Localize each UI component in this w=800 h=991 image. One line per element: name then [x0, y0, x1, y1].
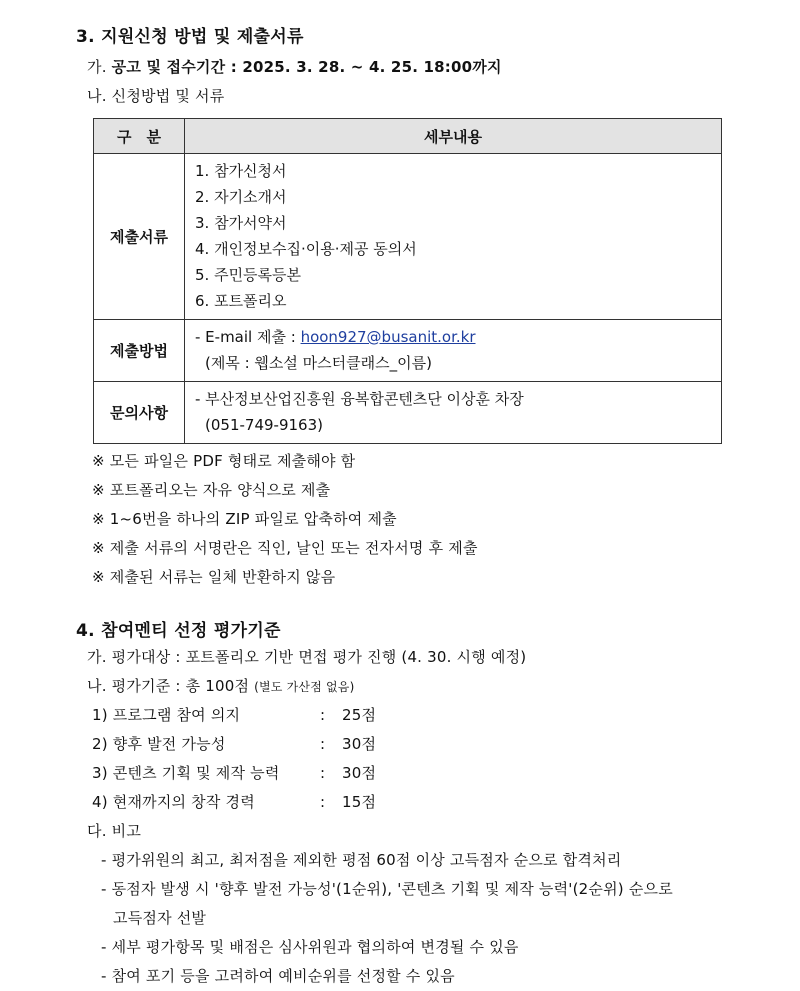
email-prefix: - E-mail 제출 :	[195, 328, 301, 346]
criterion-colon: :	[320, 764, 326, 782]
table-row	[94, 382, 722, 444]
criterion-label: 3) 콘텐츠 기획 및 제작 능력	[92, 764, 280, 782]
remark: - 참여 포기 등을 고려하여 예비순위를 선정할 수 있음	[101, 967, 455, 985]
application-period	[87, 56, 502, 77]
email-subject-line: (제목 : 웹소설 마스터클래스_이름)	[205, 354, 432, 372]
email-line	[195, 324, 721, 350]
criteria-total: 나. 평가기준 : 총 100점	[87, 677, 250, 695]
criterion-colon: :	[320, 793, 326, 811]
document-item: 5. 주민등록등본	[195, 266, 302, 284]
inquiry-details	[185, 382, 722, 444]
criterion-row	[92, 791, 376, 812]
document-item: 3. 참가서약서	[195, 214, 287, 232]
criterion-score: 30점	[342, 735, 377, 753]
criterion-colon: :	[320, 706, 326, 724]
row-label-inquiry: 문의사항	[94, 382, 185, 444]
criterion-row	[92, 733, 376, 754]
documents-list	[185, 154, 722, 320]
remark: - 동점자 발생 시 '향후 발전 가능성'(1순위), '콘텐츠 기획 및 제작 능력'(2순위) 순으로	[101, 880, 673, 898]
contact-phone: (051-749-9163)	[205, 416, 323, 434]
header-category: 구 분	[94, 119, 185, 154]
note: ※ 포트폴리오는 자유 양식으로 제출	[92, 481, 331, 499]
contact-line: - 부산정보산업진흥원 융복합콘텐츠단 이상훈 차장	[195, 390, 524, 408]
criterion-row	[92, 704, 376, 725]
document-item: 6. 포트폴리오	[195, 292, 287, 310]
note: ※ 제출 서류의 서명란은 직인, 날인 또는 전자서명 후 제출	[92, 539, 478, 557]
note: ※ 1~6번을 하나의 ZIP 파일로 압축하여 제출	[92, 510, 397, 528]
application-method-heading: 나. 신청방법 및 서류	[87, 87, 225, 105]
evaluation-criteria-heading	[87, 675, 354, 696]
row-label-method: 제출방법	[94, 320, 185, 382]
table-header-row	[94, 119, 722, 154]
row-label-documents: 제출서류	[94, 154, 185, 320]
section3-title: 3. 지원신청 방법 및 제출서류	[76, 27, 304, 47]
criterion-score: 30점	[342, 764, 377, 782]
document-item: 2. 자기소개서	[195, 188, 287, 206]
criterion-score: 15점	[342, 793, 377, 811]
email-link[interactable]: hoon927@busanit.or.kr	[300, 328, 476, 346]
evaluation-target: 가. 평가대상 : 포트폴리오 기반 면접 평가 진행 (4. 30. 시행 예정)	[87, 648, 527, 666]
remark-continuation: 고득점자 선발	[113, 909, 207, 927]
note: ※ 제출된 서류는 일체 반환하지 않음	[92, 568, 336, 586]
submission-table	[93, 118, 722, 444]
note: ※ 모든 파일은 PDF 형태로 제출해야 함	[92, 452, 356, 470]
remark: - 평가위원의 최고, 최저점을 제외한 평점 60점 이상 고득점자 순으로 합격처리	[101, 851, 622, 869]
document-item: 4. 개인정보수집·이용·제공 동의서	[195, 240, 417, 258]
method-details	[185, 320, 722, 382]
document-item: 1. 참가신청서	[195, 162, 287, 180]
criterion-label: 1) 프로그램 참여 의지	[92, 706, 241, 724]
remark: - 세부 평가항목 및 배점은 심사위원과 협의하여 변경될 수 있음	[101, 938, 519, 956]
criterion-colon: :	[320, 735, 326, 753]
criterion-label: 2) 향후 발전 가능성	[92, 735, 226, 753]
criterion-score: 25점	[342, 706, 377, 724]
section4-title: 4. 참여멘티 선정 평가기준	[76, 621, 281, 641]
application-period-text: 공고 및 접수기간 : 2025. 3. 28. ~ 4. 25. 18:00까지	[111, 58, 502, 76]
item-ga-prefix: 가.	[87, 58, 107, 76]
criteria-note: (별도 가산점 없음)	[254, 680, 355, 694]
criterion-row	[92, 762, 376, 783]
criterion-label: 4) 현재까지의 창작 경력	[92, 793, 255, 811]
table-row	[94, 320, 722, 382]
table-row	[94, 154, 722, 320]
header-details: 세부내용	[185, 119, 722, 154]
remarks-heading: 다. 비고	[87, 822, 142, 840]
